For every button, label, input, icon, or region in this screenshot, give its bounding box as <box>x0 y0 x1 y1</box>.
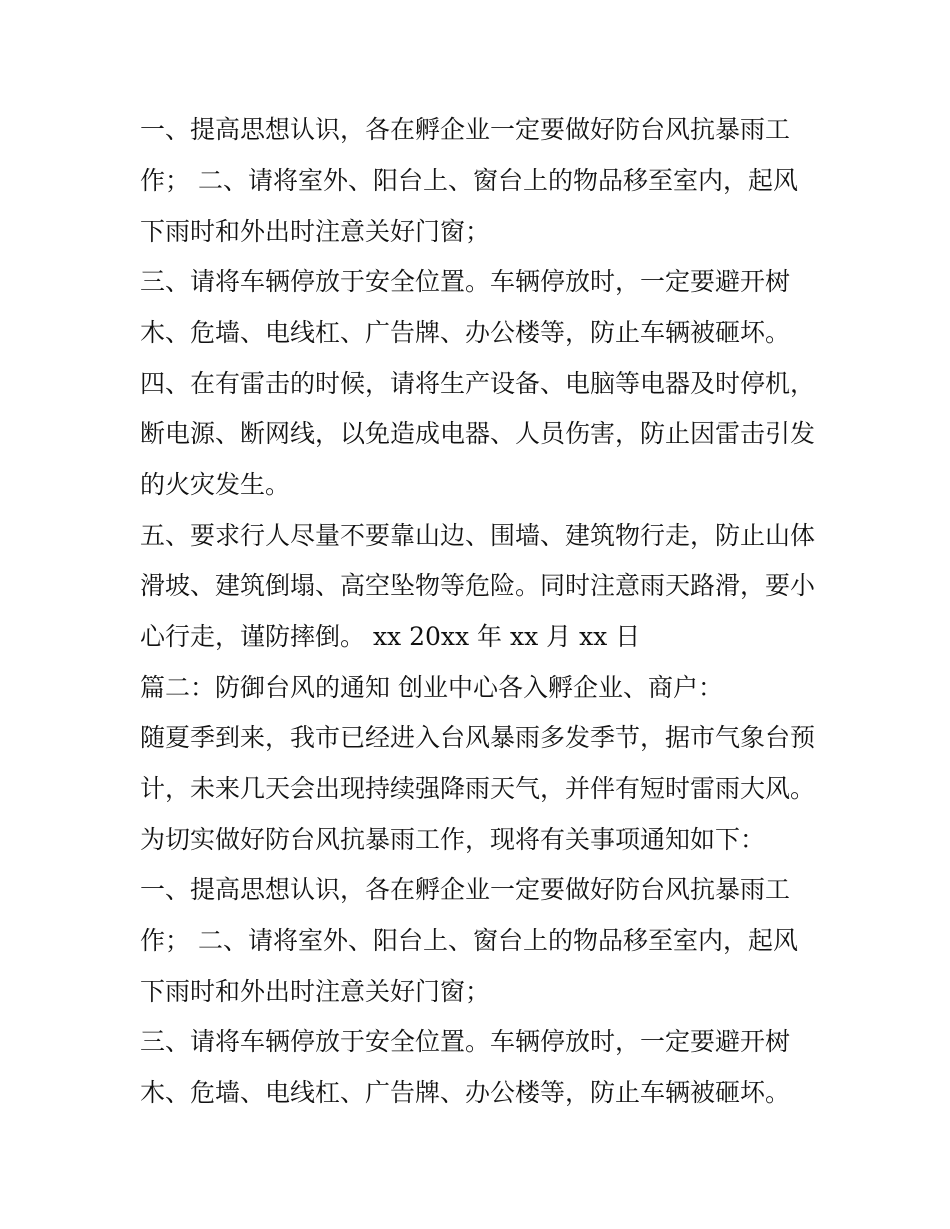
text-line: 木、危墙、电线杠、广告牌、办公楼等，防止车辆被砸坏。 <box>140 318 791 347</box>
text-line: 五、要求行人尽量不要靠山边、围墙、建筑物行走，防止山体 <box>140 521 816 550</box>
text-line: 一、提高思想认识，各在孵企业一定要做好防台风抗暴雨工 <box>140 115 791 144</box>
text-line: 三、请将车辆停放于安全位置。车辆停放时，一定要避开树 <box>140 267 791 296</box>
text-line: 心行走，谨防摔倒。 xx 20xx 年 xx 月 xx 日 <box>140 622 641 651</box>
text-line: 随夏季到来，我市已经进入台风暴雨多发季节，据市气象台预 <box>140 723 816 752</box>
text-line: 的火灾发生。 <box>140 470 291 499</box>
text-line: 下雨时和外出时注意关好门窗； <box>140 217 491 246</box>
text-line: 三、请将车辆停放于安全位置。车辆停放时，一定要避开树 <box>140 1027 791 1056</box>
text-line: 作； 二、请将室外、阳台上、窗台上的物品移至室内，起风 <box>140 166 798 195</box>
text-line: 断电源、断网线，以免造成电器、人员伤害，防止因雷击引发 <box>140 419 816 448</box>
text-line: 一、提高思想认识，各在孵企业一定要做好防台风抗暴雨工 <box>140 875 791 904</box>
text-line: 为切实做好防台风抗暴雨工作，现将有关事项通知如下： <box>140 825 766 854</box>
text-line: 木、危墙、电线杠、广告牌、办公楼等，防止车辆被砸坏。 <box>140 1078 791 1107</box>
text-line: 计，未来几天会出现持续强降雨天气，并伴有短时雷雨大风。 <box>140 774 816 803</box>
text-line: 四、在有雷击的时候，请将生产设备、电脑等电器及时停机， <box>140 369 816 398</box>
section-heading: 篇二：防御台风的通知 创业中心各入孵企业、商户： <box>140 673 723 702</box>
text-line: 作； 二、请将室外、阳台上、窗台上的物品移至室内，起风 <box>140 926 798 955</box>
text-line: 滑坡、建筑倒塌、高空坠物等危险。同时注意雨天路滑，要小 <box>140 571 816 600</box>
text-line: 下雨时和外出时注意关好门窗； <box>140 977 491 1006</box>
